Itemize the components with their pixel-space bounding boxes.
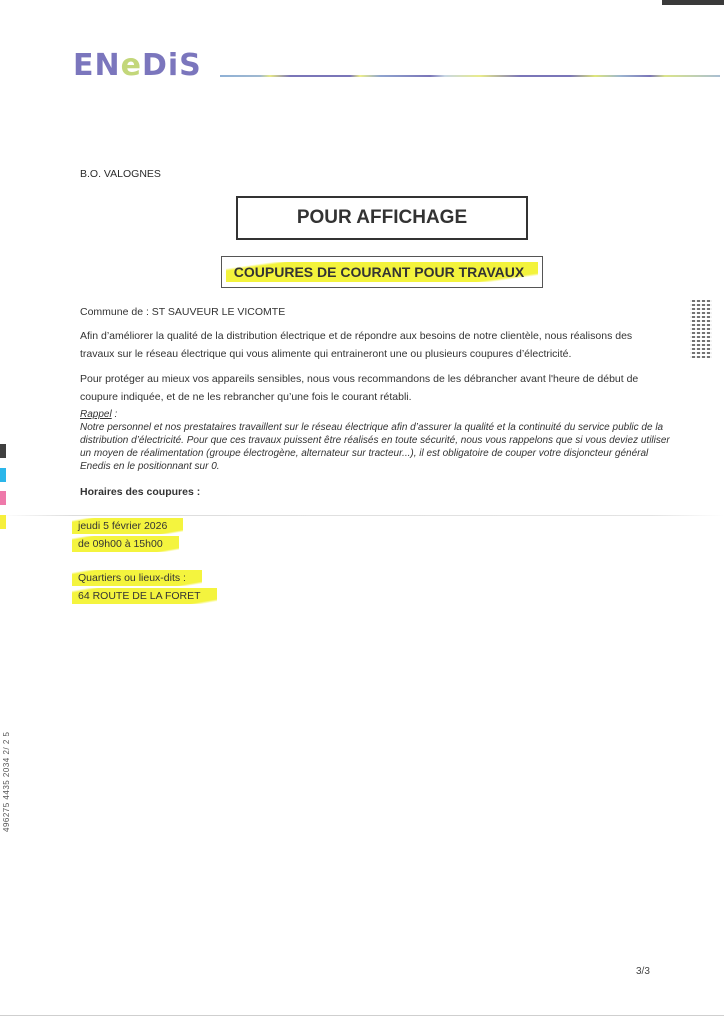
horaires-heading: Horaires des coupures : — [80, 486, 201, 498]
rappel-label: Rappel — [80, 409, 112, 420]
fold-line — [0, 515, 724, 516]
document-subtitle: COUPURES DE COURANT POUR TRAVAUX — [226, 262, 538, 282]
lieux-heading: Quartiers ou lieux-dits : — [72, 570, 202, 586]
margin-reference-code: 496275 4435 2034 2/ 2 5 — [2, 731, 11, 832]
datamatrix-code-icon — [690, 300, 712, 358]
page-number: 3/3 — [636, 966, 650, 977]
print-mark-black — [0, 444, 6, 458]
bottom-edge-line — [0, 1015, 724, 1016]
advice-paragraph: Pour protéger au mieux vos appareils sensibles, nous vous recommandons de les débrancher avant l'heure de début de coupure indiquée, et de ne les rebrancher qu’une fois le courant rétabli. — [80, 373, 639, 403]
print-mark-cyan — [0, 468, 6, 482]
sender-office: B.O. VALOGNES — [80, 168, 161, 180]
outage-date: jeudi 5 février 2026 — [72, 518, 183, 534]
title-box — [236, 196, 528, 240]
rappel-colon: : — [111, 409, 118, 420]
subtitle-box — [221, 256, 543, 288]
logo-mid: e — [120, 48, 142, 83]
intro-paragraph: Afin d’améliorer la qualité de la distribution électrique et de répondre aux besoins de notre clientèle, nous réalisons des travaux sur le réseau électrique qui vous alimente qui entraineront une ou plusieurs coupures d’électricité. — [80, 330, 633, 360]
logo-suffix: DiS — [141, 48, 202, 83]
document-title: POUR AFFICHAGE — [296, 207, 468, 228]
outage-address: 64 ROUTE DE LA FORET — [72, 588, 217, 604]
print-mark-yellow — [0, 515, 6, 529]
logo-prefix: EN — [73, 48, 121, 83]
outage-time: de 09h00 à 15h00 — [72, 536, 179, 552]
rappel-text: Notre personnel et nos prestataires travaillent sur le réseau électrique afin d’assurer la qualité et la continuité du service public de la distribution d’électricité. Pour que ces travaux puissent être réalisés en toute sécurité, nous vous rappelons que si vous deviez utiliser un moyen de réalimentation (groupe électrogène, alternateur sur tracteur...), il est obligatoire de couper votre disjoncteur général Enedis en le positionnant sur 0. — [80, 422, 670, 472]
rappel-block — [80, 408, 670, 473]
enedis-logo — [73, 48, 202, 84]
print-mark-magenta — [0, 491, 6, 505]
header-divider — [220, 75, 720, 77]
commune-line: Commune de : ST SAUVEUR LE VICOMTE — [80, 306, 286, 318]
scan-edge-mark — [662, 0, 724, 5]
